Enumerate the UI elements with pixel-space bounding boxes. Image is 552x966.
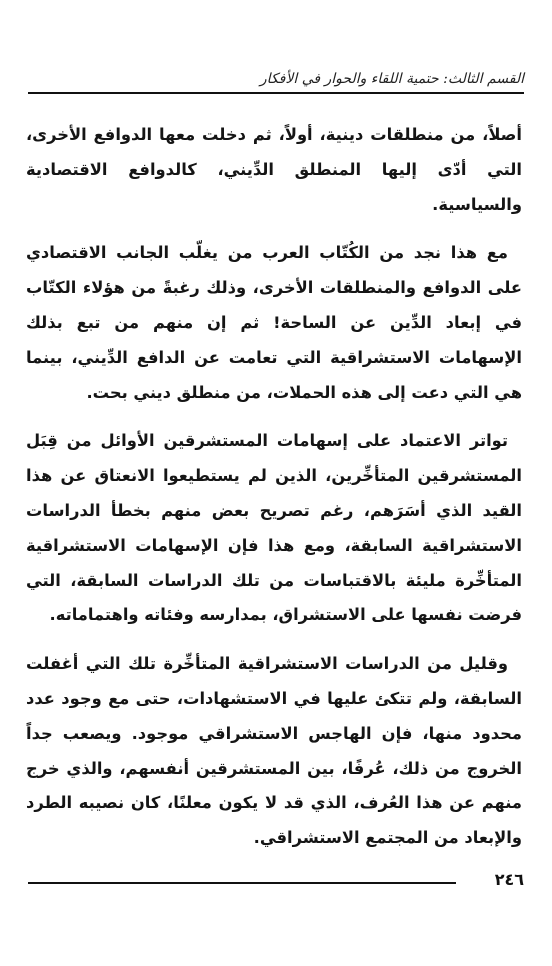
page-number: ٢٤٦ [494,870,524,889]
paragraph-economic-motive: مع هذا نجد من الكُتّاب العرب من يغلّب الجانب الاقتصادي على الدوافع والمنطلقات الأخرى، وذلك رغبةً من هؤلاء الكتّاب في إبعاد الدِّين عن الساحة! ثم إن منهم من تبع بذلك الإسهامات الاستشراقية التي تعامت عن الدافع الدِّيني، بينما هي التي دعت إلى هذه الحملات، من منطلق ديني بحت. [26,243,522,402]
running-header-title: القسم الثالث: حتمية اللقاء والحوار في الأفكار [259,71,524,87]
running-header [28,70,524,94]
paragraph-reliance-on-early-orientalists: تواتر الاعتماد على إسهامات المستشرقين الأوائل من قِبَل المستشرقين المتأخِّرين، الذين لم يستطيعوا الانعتاق عن هذا القيد الذي أسَرَهم، رغم تصريح بعض منهم بخطأ الدراسات الاستشراقية السابقة، ومع هذا فإن الإسهامات الاستشراقية المتأخِّرة مليئة بالاقتباسات من تلك الدراسات السابقة، التي فرضت نفسها على الاستشراق، بمدارسه وفئاته واهتماماته. [26,431,522,625]
paragraph-continuation: أصلاً، من منطلقات دينية، أولاً، ثم دخلت معها الدوافع الأخرى، التي أدّى إليها المنطلق الدِّيني، كالدوافع الاقتصادية والسياسية. [26,125,522,214]
page-body [26,118,522,856]
paragraph-late-studies: وقليل من الدراسات الاستشراقية المتأخِّرة تلك التي أغفلت السابقة، ولم تتكئ عليها في الاستشهادات، حتى مع وجود عدد محدود منها، فإن الهاجس الاستشراقي موجود. ويصعب جداً الخروج من ذلك، عُرفًا، بين المستشرقين أنفسهم، والذي خرج منهم عن هذا العُرف، الذي قد لا يكون معلنًا، كان نصيبه الطرد والإبعاد من المجتمع الاستشراقي. [26,654,522,848]
footer-rule [28,882,456,884]
page-footer [28,868,524,894]
